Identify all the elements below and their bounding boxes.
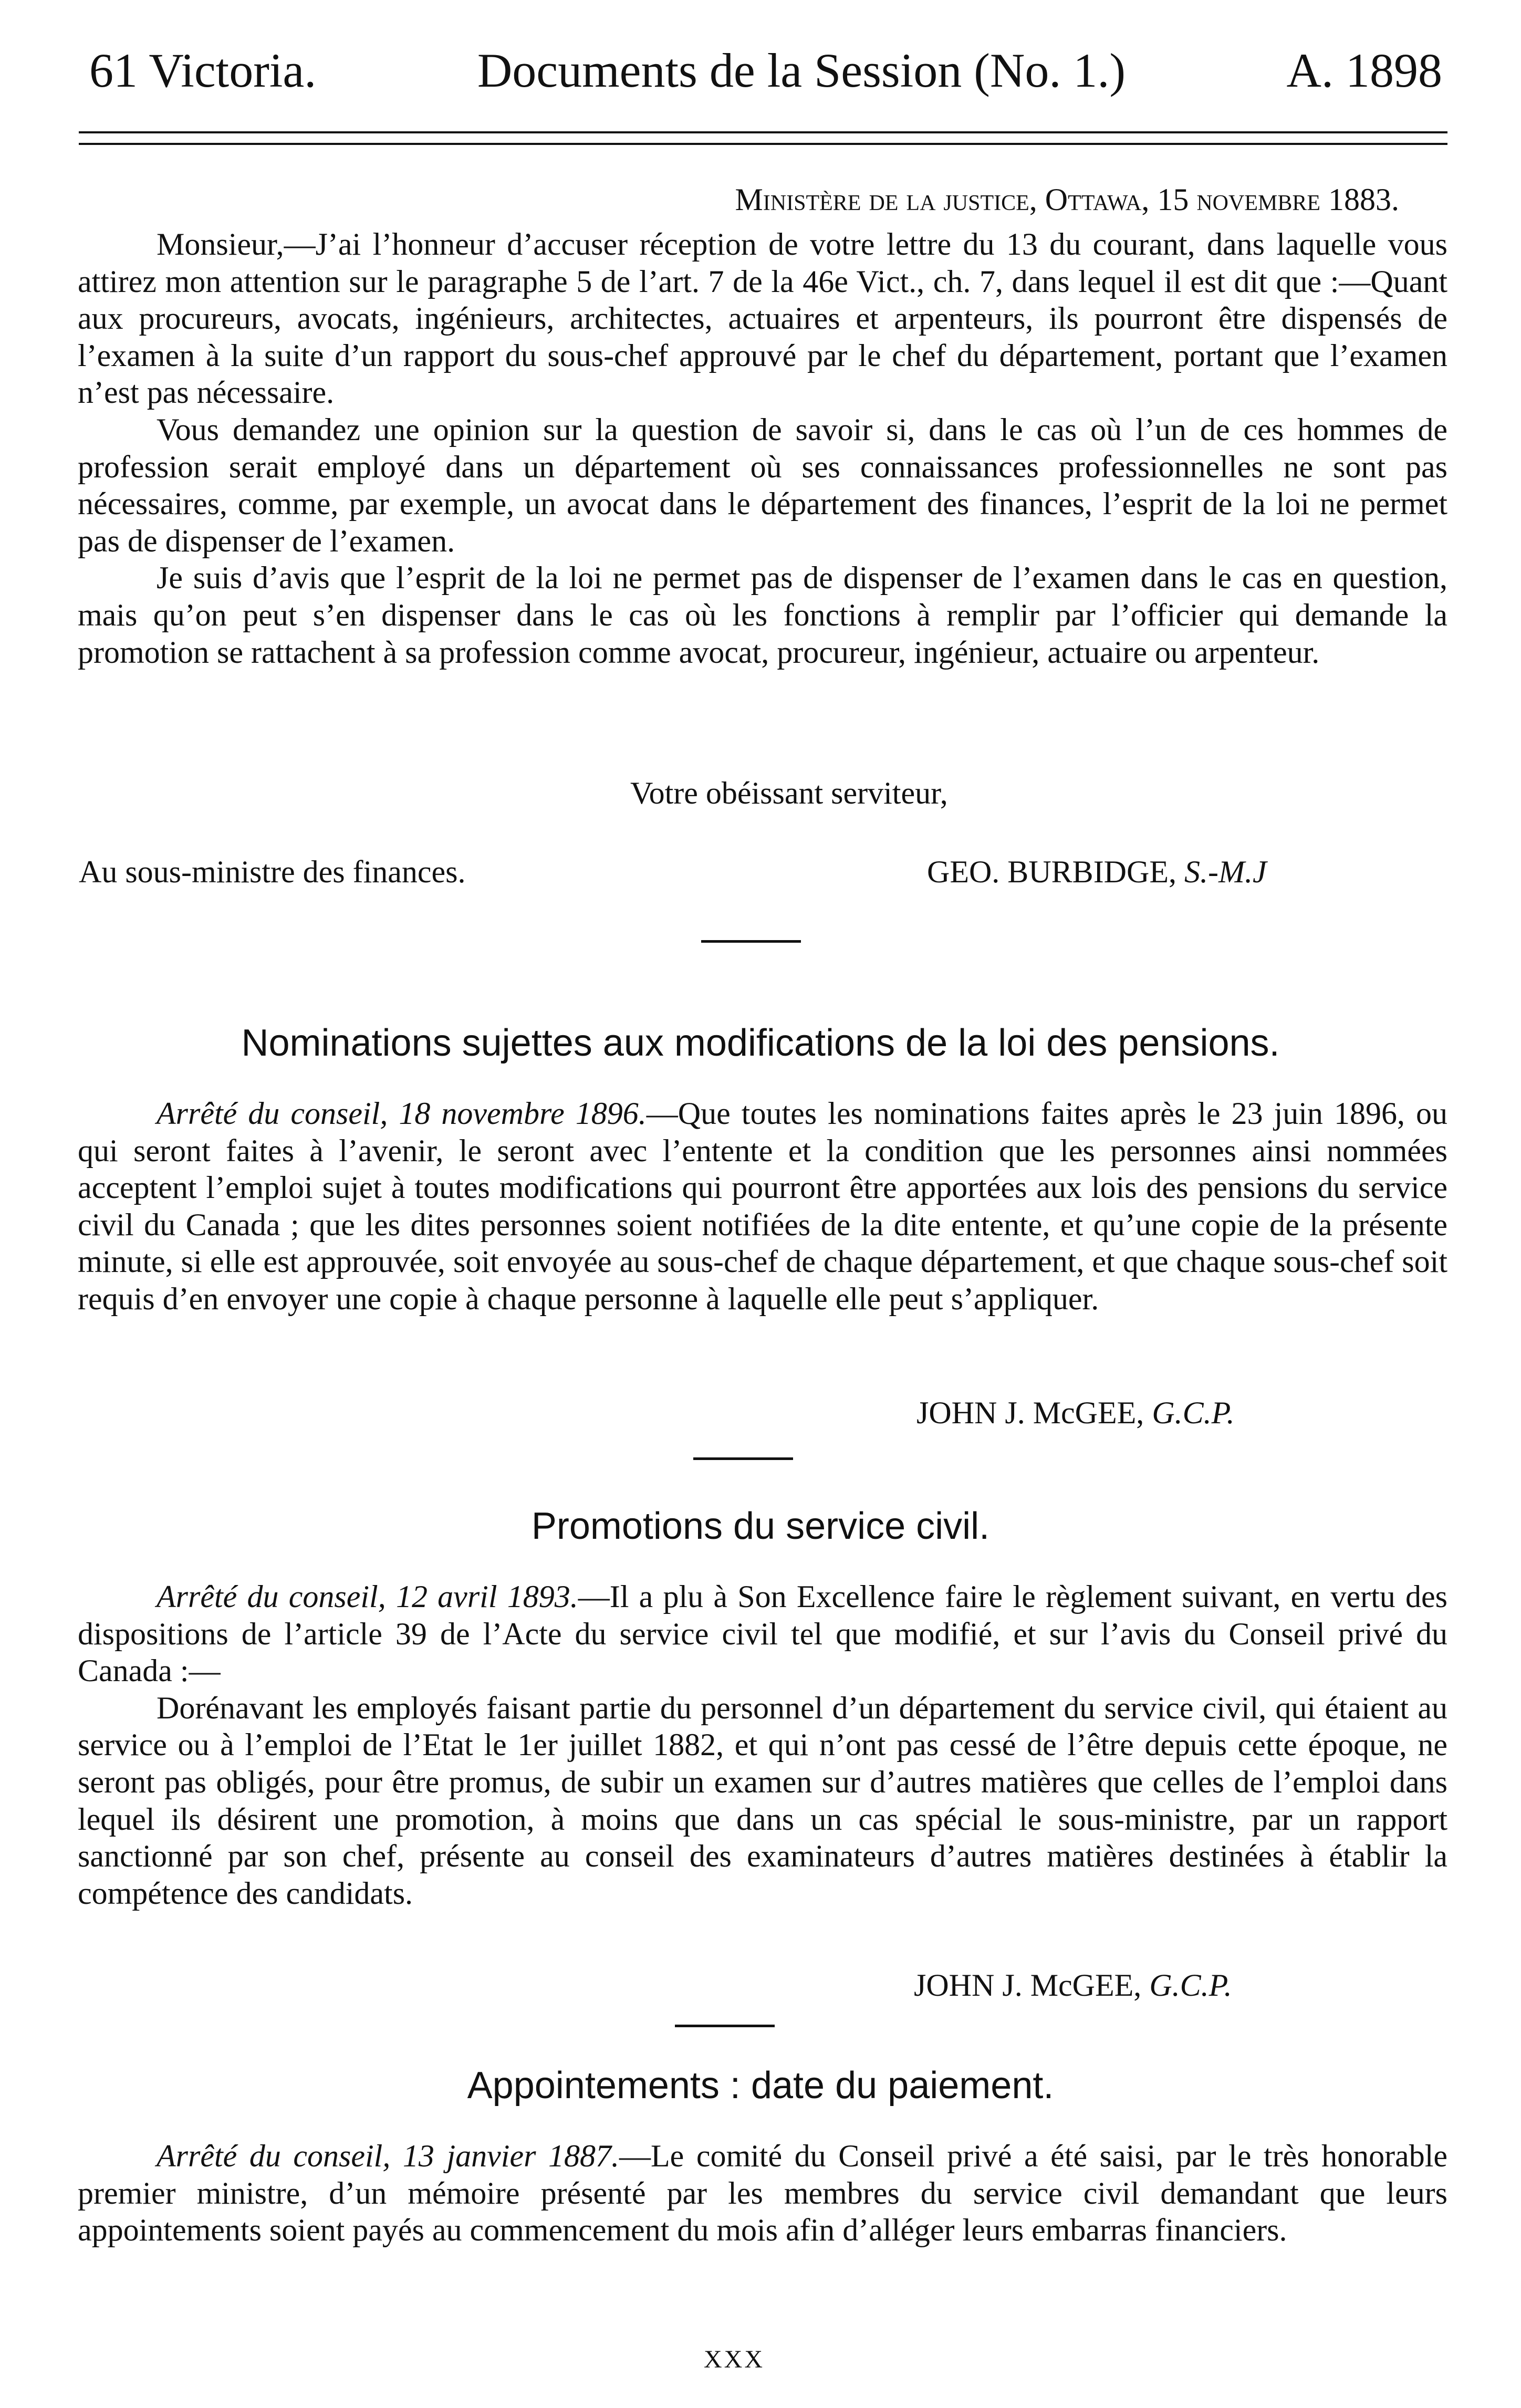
letter-paragraph: Je suis d’avis que l’esprit de la loi ne permet pas de dispenser de l’examen dans le cas en question, mais qu’on peut s’en dispenser dans le cas où les fonctions à remplir par l’officier qui demande la promotion se rattachent à sa profession comme avocat, procureur, ingénieur, actuaire ou arpenteur.	[78, 560, 1447, 670]
section-body	[78, 1095, 1447, 1318]
order-lead: Arrêté du conseil, 18 novembre 1896.	[157, 1096, 647, 1131]
signature-name: JOHN J. McGEE,	[914, 1968, 1150, 2003]
order-text: —Il a plu à Son Excellence faire le règlement suivant, en vertu des dispositions de l’article 39 de l’Acte du service civil tel que modifié, et sur l’avis du Conseil privé du Canada :—	[78, 1579, 1447, 1688]
header-right: A. 1898	[1286, 44, 1442, 97]
section-title: Promotions du service civil.	[531, 1505, 990, 1547]
header-double-rule	[79, 131, 1447, 145]
letter-dateline: Ministère de la justice, Ottawa, 15 novembre 1883.	[735, 182, 1399, 217]
section-divider	[693, 1457, 793, 1460]
section-divider	[701, 940, 801, 943]
letter-body	[78, 226, 1447, 671]
order-lead: Arrêté du conseil, 12 avril 1893.	[157, 1579, 578, 1614]
header-center: Documents de la Session (No. 1.)	[477, 44, 1126, 97]
letter-closing: Votre obéissant serviteur,	[630, 776, 948, 810]
section-body	[78, 1578, 1447, 1912]
section-title: Nominations sujettes aux modifications de la loi des pensions.	[241, 1022, 1280, 1064]
section-divider	[675, 2025, 775, 2027]
letter-paragraph: Monsieur,—J’ai l’honneur d’accuser réception de votre lettre du 13 du courant, dans laquelle vous attirez mon attention sur le paragraphe 5 de l’art. 7 de la 46e Vict., ch. 7, dans lequel il est dit que :—Quant aux procureurs, avocats, ingénieurs, architectes, actuaires et arpenteurs, ils pourront être dispensés de l’examen à la suite d’un rapport du sous-chef approuvé par le chef du département, portant que l’examen n’est pas nécessaire.	[78, 227, 1447, 410]
section-paragraph	[78, 1095, 1447, 1318]
section-signature	[914, 1969, 1232, 2001]
order-text: —Que toutes les nominations faites après le 23 juin 1896, ou qui seront faites à l’avenir, le seront avec l’entente et la condition que les personnes ainsi nommées acceptent l’emploi sujet à toutes modifications qui pourront être apportées aux lois des pensions du service civil du Canada ; que les dites personnes soient notifiées de la dite entente, et qu’une copie de la présente minute, si elle est approuvée, soit envoyée au sous-chef de chaque département, et que chaque sous-chef soit requis d’en envoyer une copie à chaque personne à laquelle elle peut s’appliquer.	[78, 1096, 1447, 1316]
running-head	[89, 46, 1442, 95]
section-paragraph	[78, 2138, 1447, 2249]
letter-addressee: Au sous-ministre des finances.	[79, 854, 466, 889]
letter-signature	[927, 856, 1267, 888]
header-left: 61 Victoria.	[89, 44, 317, 97]
section-paragraph	[78, 1578, 1447, 1690]
section-signature	[916, 1397, 1235, 1429]
signature-name: JOHN J. McGEE,	[916, 1395, 1152, 1430]
section-title: Appointements : date du paiement.	[467, 2065, 1054, 2107]
signature-title: G.C.P.	[1152, 1395, 1235, 1430]
order-lead: Arrêté du conseil, 13 janvier 1887.	[157, 2139, 619, 2173]
signature-name: GEO. BURBIDGE,	[927, 854, 1184, 889]
order-text: —Le comité du Conseil privé a été saisi, par le très honorable premier ministre, d’un mémoire présenté par les membres du service civil demandant que leurs appointements soient payés au commencement du mois afin d’alléger leurs embarras financiers.	[78, 2139, 1447, 2248]
section-body	[78, 2138, 1447, 2249]
signature-title: G.C.P.	[1149, 1968, 1232, 2003]
letter-paragraph: Vous demandez une opinion sur la question de savoir si, dans le cas où l’un de ces hommes de profession serait employé dans un département où ses connaissances professionnelles ne sont pas nécessaires, comme, par exemple, un avocat dans le département des finances, l’esprit de la loi ne permet pas de dispenser de l’examen.	[78, 412, 1447, 558]
page-number: XXX	[704, 2346, 765, 2373]
signature-title: S.-M.J	[1184, 854, 1267, 889]
section-paragraph: Dorénavant les employés faisant partie du personnel d’un département du service civil, qui étaient au service ou à l’emploi de l’Etat le 1er juillet 1882, et qui n’ont pas cessé de l’être depuis cette époque, ne seront pas obligés, pour être promus, de subir un examen sur d’autres matières que celles de l’emploi dans lequel ils désirent une promotion, à moins que dans un cas spécial le sous-ministre, par un rapport sanctionné par son chef, présente au conseil des examinateurs d’autres matières destinées à établir la compétence des candidats.	[78, 1690, 1447, 1911]
